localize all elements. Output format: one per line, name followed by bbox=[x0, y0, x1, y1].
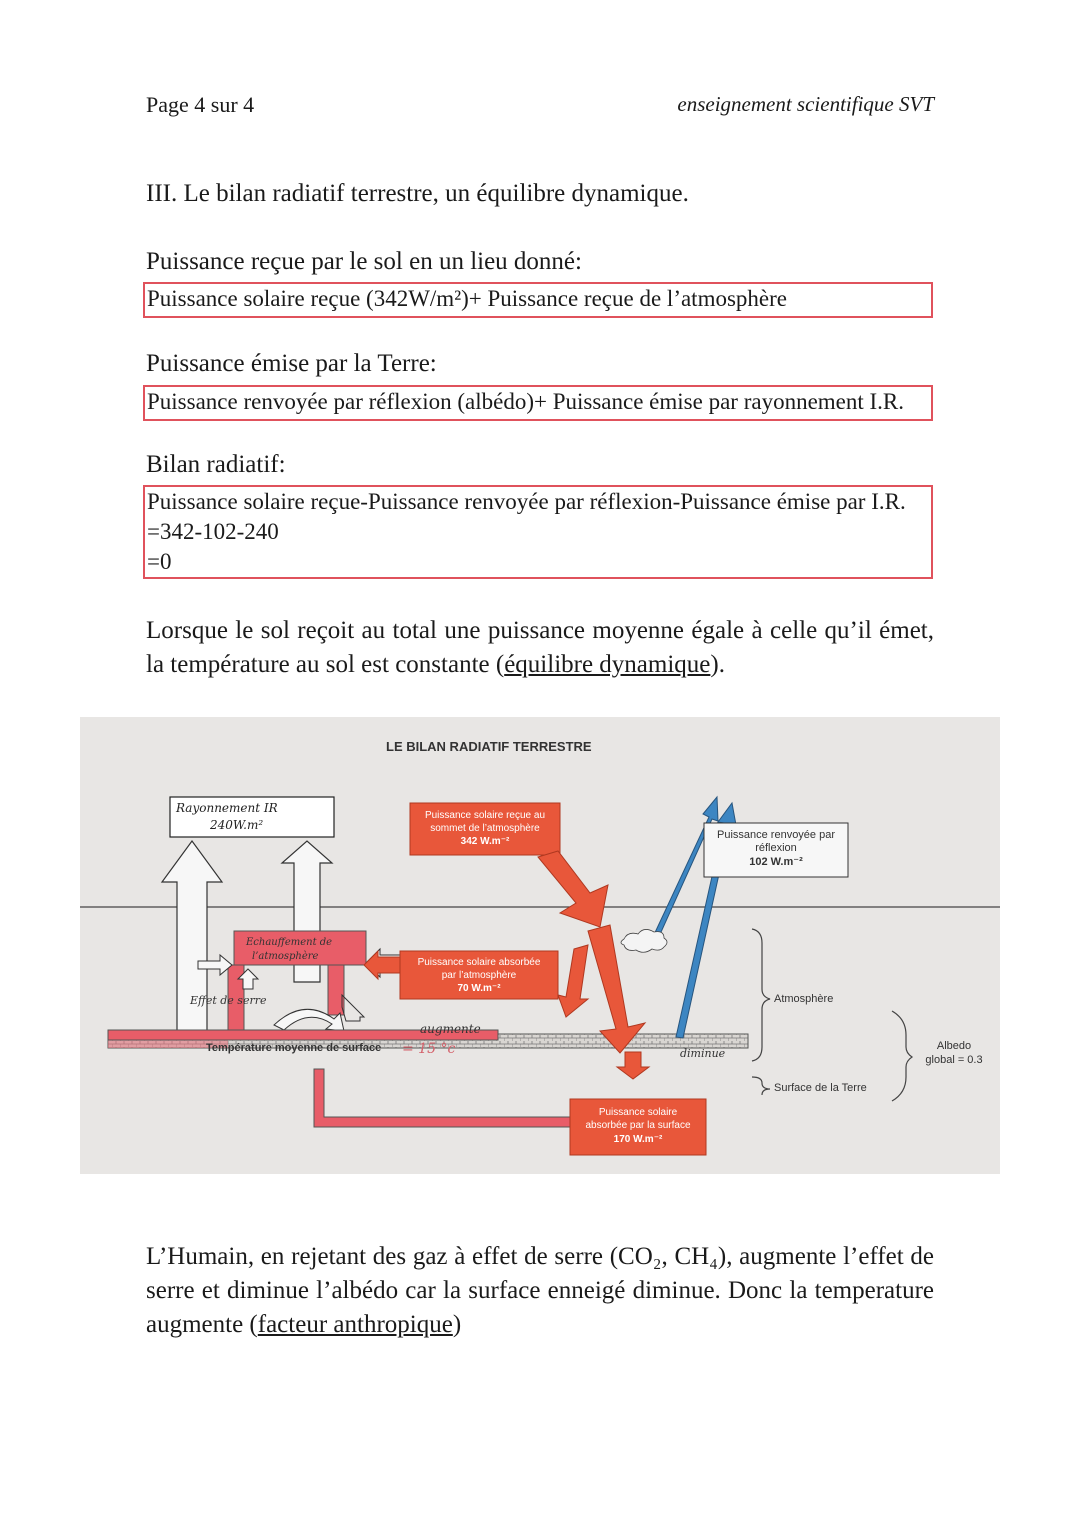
augmente-note: augmente bbox=[420, 1022, 481, 1036]
balance-line-3: =0 bbox=[147, 549, 172, 574]
absorbed-atm-line-2: par l’atmosphère bbox=[441, 970, 517, 981]
greenhouse-label: Effet de serre bbox=[190, 994, 267, 1007]
absorbed-atm-line-1: Puissance solaire absorbée bbox=[417, 957, 541, 968]
solar-top-line-2: sommet de l’atmosphère bbox=[430, 823, 540, 834]
cloud-icon bbox=[621, 929, 667, 952]
albedo-label: Albedo bbox=[936, 1040, 972, 1052]
surface-temperature-label: Température moyenne de surface bbox=[206, 1042, 382, 1054]
section-title: III. Le bilan radiatif terrestre, un équilibre dynamique. bbox=[146, 180, 689, 207]
solar-top-line-1: Puissance solaire reçue au bbox=[424, 810, 546, 821]
radiative-balance-diagram bbox=[80, 717, 1000, 1174]
page-number: Page 4 sur 4 bbox=[146, 92, 255, 117]
absorbed-surface-value: 170 W.m⁻² bbox=[613, 1134, 663, 1145]
heating-line-2: l’atmosphère bbox=[252, 951, 319, 962]
albedo-value: global = 0.3 bbox=[925, 1054, 983, 1066]
reflected-line-1: Puissance renvoyée par bbox=[716, 829, 836, 841]
emitted-power-label: Puissance émise par la Terre: bbox=[146, 350, 437, 377]
surface-heat-return-arrow bbox=[314, 1069, 586, 1134]
anthropic-paragraph: L’Humain, en rejetant des gaz à effet de serre (CO₂, CH₄), augmente l’effet de serre et diminue l’albédo car la surface enneigé diminue. Donc la temperature augmente (facteur anthropique) bbox=[146, 1243, 934, 1338]
solar-top-value: 342 W.m⁻² bbox=[460, 836, 510, 847]
course-title: enseignement scientifique SVT bbox=[677, 92, 934, 116]
absorbed-atm-value: 70 W.m⁻² bbox=[457, 983, 501, 994]
earth-surface-label: Surface de la Terre bbox=[774, 1082, 867, 1094]
absorbed-surface-line-2: absorbée par la surface bbox=[585, 1120, 691, 1131]
equilibrium-paragraph: Lorsque le sol reçoit au total une puissance moyenne égale à celle qu’il émet, la température au sol est constante (équilibre dynamique). bbox=[146, 617, 934, 678]
heating-line-1: Echauffement de bbox=[246, 937, 333, 948]
solar-atmosphere-arrow bbox=[558, 945, 588, 1017]
ir-radiation-label: Rayonnement IR bbox=[176, 801, 278, 815]
radiative-balance-label: Bilan radiatif: bbox=[146, 451, 286, 478]
reflected-line-2: réflexion bbox=[755, 842, 797, 854]
diminue-note: diminue bbox=[680, 1047, 726, 1060]
anthropic-term: facteur anthropique bbox=[257, 1311, 453, 1338]
received-power-label: Puissance reçue par le sol en un lieu donné: bbox=[146, 248, 582, 275]
diagram-title: LE BILAN RADIATIF TERRESTRE bbox=[386, 739, 592, 754]
surface-temperature-value: = 15 °c bbox=[402, 1041, 456, 1057]
emitted-power-formula: Puissance renvoyée par réflexion (albédo)+ Puissance émise par rayonnement I.R. bbox=[147, 389, 905, 414]
ir-radiation-value: 240W.m² bbox=[210, 818, 264, 832]
reflected-value: 102 W.m⁻² bbox=[749, 856, 803, 868]
albedo-brace bbox=[892, 1011, 912, 1101]
atmosphere-brace bbox=[752, 929, 770, 1061]
equilibrium-term: équilibre dynamique bbox=[504, 651, 711, 678]
emitted-power-box bbox=[143, 385, 933, 421]
balance-line-2: =342-102-240 bbox=[147, 519, 279, 544]
incoming-solar-arrow bbox=[538, 851, 608, 927]
balance-line-1: Puissance solaire reçue-Puissance renvoyée par réflexion-Puissance émise par I.R. bbox=[147, 489, 906, 514]
received-power-box bbox=[143, 282, 933, 318]
radiative-balance-box bbox=[143, 485, 933, 579]
absorbed-surface-line-1: Puissance solaire bbox=[598, 1107, 678, 1118]
atmosphere-label: Atmosphère bbox=[774, 993, 834, 1005]
received-power-formula: Puissance solaire reçue (342W/m²)+ Puissance reçue de l’atmosphère bbox=[147, 286, 787, 311]
